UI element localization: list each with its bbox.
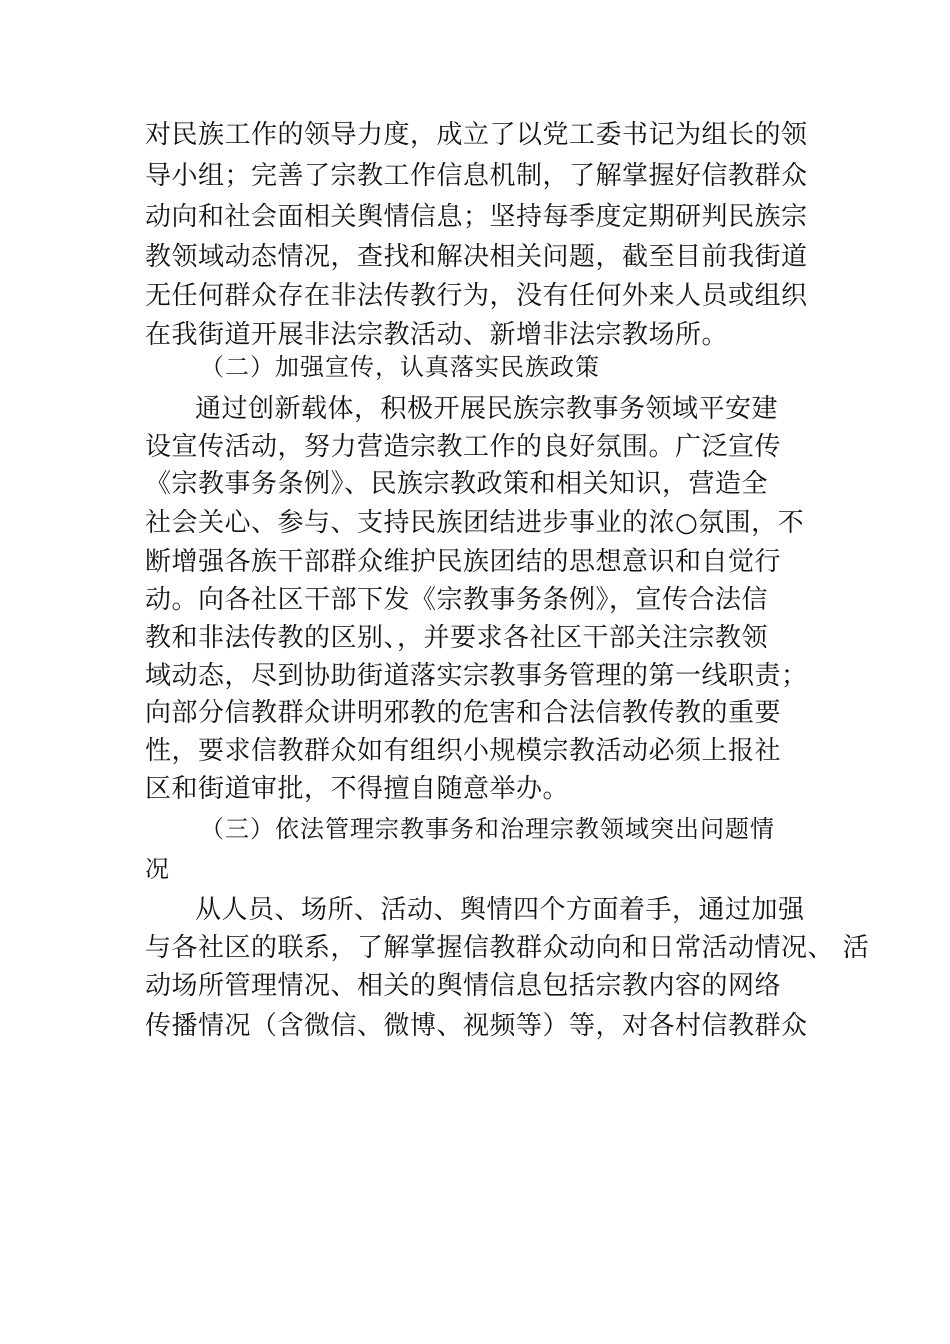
text-line: 区和街道审批，不得擅自随意举办。 (145, 774, 570, 804)
text-line: 导小组；完善了宗教工作信息机制，了解掌握好信教群众 (145, 161, 808, 191)
text-line: 设宣传活动，努力营造宗教工作的良好氛围。广泛宣传 (145, 432, 782, 462)
text-line: 通过创新载体，积极开展民族宗教事务领域平安建 (195, 394, 779, 424)
text-line: 向部分信教群众讲明邪教的危害和合法信教传教的重要 (145, 698, 782, 728)
text-line: 教和非法传教的区别、，并要求各社区干部关注宗教领 (145, 623, 769, 653)
text-line: 无任何群众存在非法传教行为，没有任何外来人员或组织 (145, 281, 808, 311)
text-line: 动。向各社区干部下发《宗教事务条例》，宣传合法信 (145, 585, 769, 615)
text-line: 在我街道开展非法宗教活动、新增非法宗教场所。 (145, 320, 729, 350)
text-line: 性，要求信教群众如有组织小规模宗教活动必须上报社 (145, 736, 782, 766)
text-line: 对民族工作的领导力度，成立了以党工委书记为组长的领 (145, 120, 808, 150)
text-line: 动场所管理情况、相关的舆情信息包括宗教内容的网络 (145, 971, 782, 1001)
text-line: 动向和社会面相关舆情信息；坚持每季度定期研判民族宗 (145, 202, 808, 232)
section-heading-3-cont: 况 (145, 855, 170, 883)
text-line: 传播情况（含微信、微博、视频等）等，对各村信教群众 (145, 1011, 808, 1041)
text-line: 《宗教事务条例》、民族宗教政策和相关知识，营造全 (145, 469, 769, 499)
section-heading-3: （三）依法管理宗教事务和治理宗教领域突出问题情 (200, 815, 775, 843)
text-line: 域动态，尽到协助街道落实宗教事务管理的第一线职责； (145, 661, 808, 691)
text-line: 教领域动态情况，查找和解决相关问题，截至目前我街道 (145, 242, 808, 272)
text-line: 从人员、场所、活动、舆情四个方面着手，通过加强 (195, 895, 805, 925)
section-heading-2: （二）加强宣传，认真落实民族政策 (200, 353, 600, 381)
text-line: 社会关心、参与、支持民族团结进步事业的浓○氛围，不 (145, 508, 805, 538)
text-line: 断增强各族干部群众维护民族团结的思想意识和自觉行 (145, 547, 782, 577)
text-line: 与各社区的联系，了解掌握信教群众动向和日常活动情况、 活 (145, 933, 870, 963)
